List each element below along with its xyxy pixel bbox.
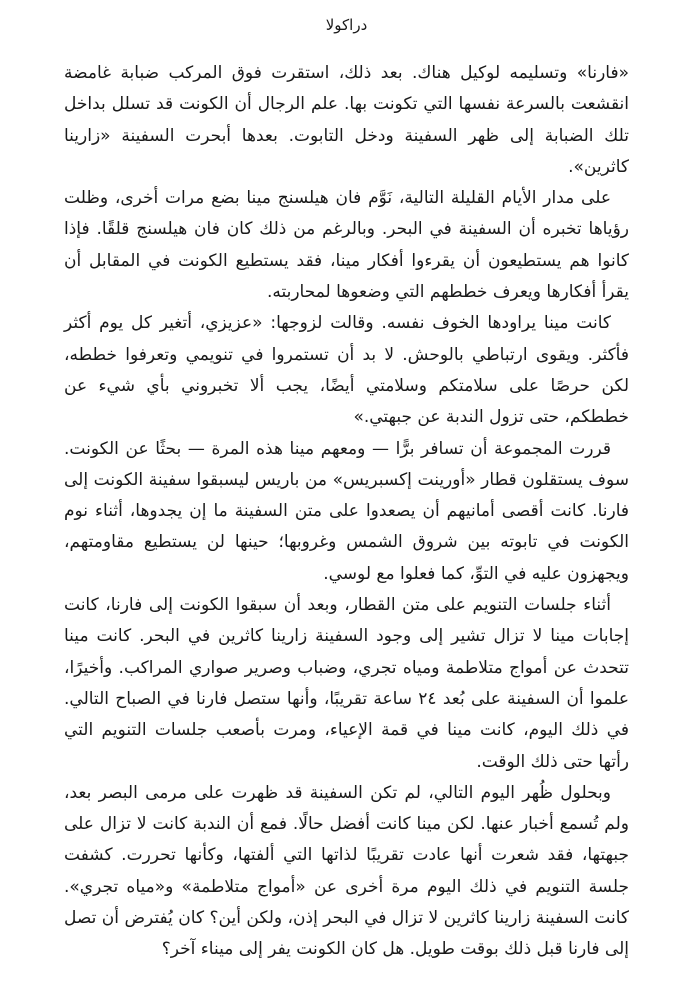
paragraph: وبحلول ظُهر اليوم التالي، لم تكن السفينة قد ظهرت على مرمى البصر بعد، ولم تُسمع أخبار عنها. لكن مينا كانت أفضل حالًا. فمع أن الندبة كانت لا تزال على جبهتها، فقد شعرت أنها عادت تقريبًا لذاتها التي ألفتها، وكأنها تحررت. كشفت جلسة التنويم في ذلك اليوم مرة أخرى عن «أمواج متلاطمة» و«مياه تجري». كانت السفينة زارينا كاثرين لا تزال في البحر إذن، ولكن أين؟ كان يُفترض أن تصل إلى فارنا قبل ذلك بوقت طويل. هل كان الكونت يفر إلى ميناء آخر؟ (64, 782, 629, 960)
paragraph: كانت مينا يراودها الخوف نفسه. وقالت لزوجها: «عزيزي، أتغير كل يوم أكثر فأكثر. ويقوى ارتباطي بالوحش. لا بد أن تستمروا في تنويمي وتعرفوا خططه، لكن حرصًا على سلامتكم وسلامتي أيضًا، يجب ألا تخبروني بأي شيء عن خططكم، حتى تزول الندبة عن جبهتي.» (64, 313, 629, 428)
book-page (64, 0, 629, 1000)
running-header: دراكولا (325, 16, 368, 34)
paragraph: على مدار الأيام القليلة التالية، نَوَّم فان هيلسنج مينا بضع مرات أخرى، وظلت رؤياها تخبره أن السفينة في البحر. وبالرغم من ذلك كان فان هيلسنج قلقًا. فإذا كانوا هم يستطيعون أن يقرءوا أفكار مينا، فقد يستطيع الكونت في المقابل أن يقرأ أفكارها ويعرف خططهم التي وضعوها لمحاربته. (64, 188, 629, 303)
paragraph: أثناء جلسات التنويم على متن القطار، وبعد أن سبقوا الكونت إلى فارنا، كانت إجابات مينا لا تزال تشير إلى وجود السفينة زارينا كاثرين في البحر. كانت مينا تتحدث عن أمواج متلاطمة ومياه تجري، وضباب وصرير صواري المراكب. وأخيرًا، علموا أن السفينة على بُعد ٢٤ ساعة تقريبًا، وأنها ستصل فارنا في الصباح التالي. في ذلك اليوم، كانت مينا في قمة الإعياء، ومرت بأصعب جلسات التنويم التي رأتها حتى ذلك الوقت. (64, 595, 630, 772)
paragraph: قررت المجموعة أن تسافر برًّا — ومعهم مينا هذه المرة — بحثًا عن الكونت. سوف يستقلون قطار «أورينت إكسبريس» من باريس ليسبقوا سفينة الكونت إلى فارنا. كانت أقصى أمانيهم أن يصعدوا على متن السفينة ما إن يجدوها، أثناء نوم الكونت في تابوته بين شروق الشمس وغروبها؛ حينها لن يستطيع مقاومتهم، ويجهزون عليه في التوِّ، كما فعلوا مع لوسي. (64, 438, 629, 584)
body-text (64, 58, 629, 966)
paragraph: «فارنا» وتسليمه لوكيل هناك. بعد ذلك، استقرت فوق المركب ضبابة غامضة انقشعت بالسرعة نفسها التي تكونت بها. علم الرجال أن الكونت قد تسلل بداخل تلك الضبابة إلى ظهر السفينة ودخل التابوت. بعدها أبحرت السفينة «زارينا كاثرين». (64, 63, 629, 177)
